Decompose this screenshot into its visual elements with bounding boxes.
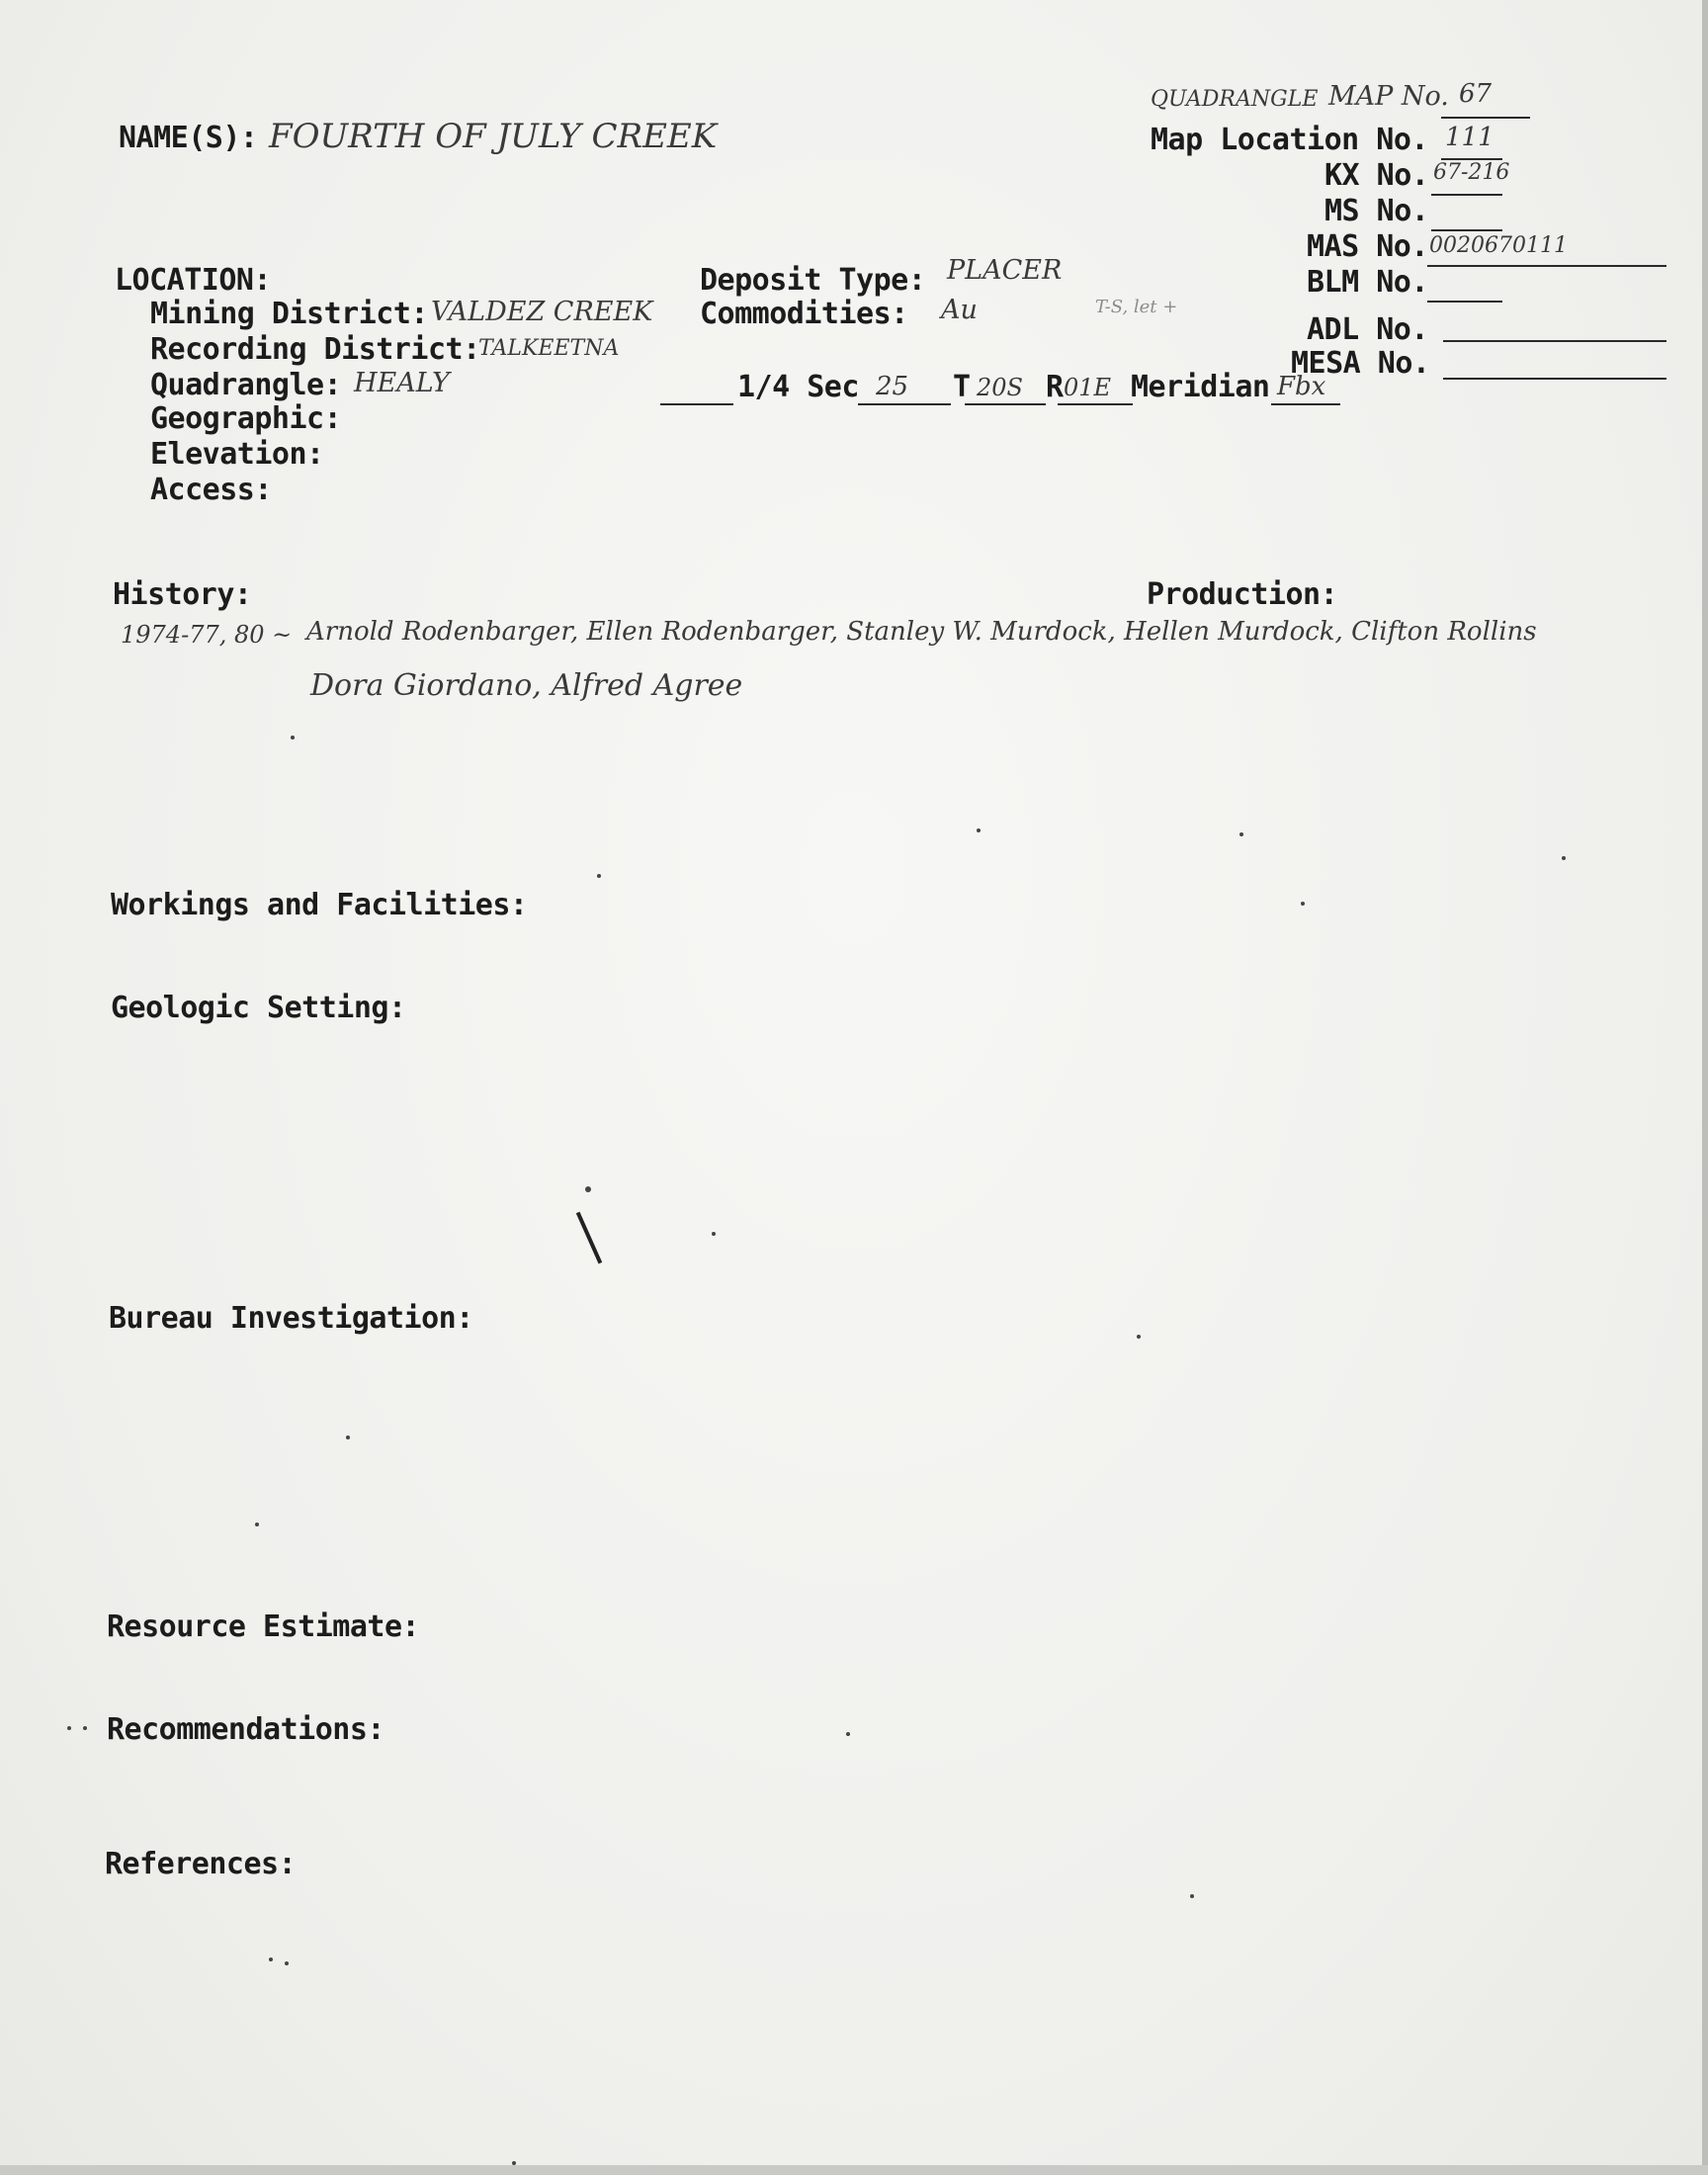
kx-line xyxy=(1431,194,1502,196)
kx-value: 67-216 xyxy=(1433,160,1510,185)
scan-speck xyxy=(255,1522,259,1526)
mas-value: 0020670111 xyxy=(1429,233,1568,258)
meridian-value: Fbx xyxy=(1277,372,1326,401)
quad-map-label: QUADRANGLE xyxy=(1151,87,1319,112)
scan-speck xyxy=(977,828,981,832)
history-line-1: Arnold Rodenbarger, Ellen Rodenbarger, Stanley W. Murdock, Hellen Murdock, Clifton Rollins xyxy=(306,617,1537,647)
history-line-2: Dora Giordano, Alfred Agree xyxy=(310,668,743,703)
adl-line xyxy=(1443,340,1666,342)
ms-line xyxy=(1431,229,1502,231)
resource-estimate-label: Resource Estimate: xyxy=(107,1610,420,1644)
ms-label: MS No. xyxy=(1324,194,1429,228)
names-label: NAME(S): xyxy=(119,121,258,155)
commodities-value: Au xyxy=(941,295,978,325)
scan-speck xyxy=(291,736,295,740)
deposit-type-value: PLACER xyxy=(947,255,1063,286)
township-value: 20S xyxy=(977,374,1023,401)
commodities-label: Commodities: xyxy=(700,297,908,331)
references-label: References: xyxy=(105,1847,297,1881)
quarter-line xyxy=(660,403,733,405)
meridian-line xyxy=(1271,403,1340,405)
mining-district-value: VALDEZ CREEK xyxy=(431,297,653,327)
scan-speck xyxy=(1301,902,1305,906)
range-value: 01E xyxy=(1064,374,1112,401)
range-line xyxy=(1058,403,1133,405)
scan-speck xyxy=(585,1186,591,1192)
quarter-sec-label: 1/4 Sec xyxy=(737,370,859,404)
scan-speck xyxy=(712,1232,716,1236)
geographic-label: Geographic: xyxy=(150,401,342,436)
scan-speck xyxy=(512,2161,516,2165)
scan-speck xyxy=(346,1436,350,1439)
scan-speck xyxy=(1190,1894,1194,1898)
quad-map-no-value: 67 xyxy=(1459,79,1493,109)
scan-speck xyxy=(1137,1335,1141,1339)
page-edge-bottom xyxy=(0,2165,1708,2175)
margin-note: T-S, let + xyxy=(1095,297,1178,317)
meridian-label: Meridian xyxy=(1131,370,1270,404)
scan-speck xyxy=(1239,832,1243,836)
sec-value: 25 xyxy=(876,372,909,401)
scan-mark xyxy=(576,1212,602,1264)
scan-speck xyxy=(83,1726,87,1730)
deposit-type-label: Deposit Type: xyxy=(700,263,926,298)
production-label: Production: xyxy=(1147,577,1338,612)
mas-line xyxy=(1427,265,1666,267)
sec-line xyxy=(858,403,951,405)
workings-label: Workings and Facilities: xyxy=(111,888,528,922)
bureau-investigation-label: Bureau Investigation: xyxy=(109,1301,473,1336)
blm-label: BLM No. xyxy=(1307,265,1428,300)
scan-speck xyxy=(285,1961,289,1965)
geologic-setting-label: Geologic Setting: xyxy=(111,991,406,1025)
quadrangle-label: Quadrangle: xyxy=(150,368,342,402)
recording-district-value: TALKEETNA xyxy=(478,336,620,361)
history-label: History: xyxy=(113,577,252,612)
adl-label: ADL No. xyxy=(1307,312,1428,347)
mas-label: MAS No. xyxy=(1307,229,1428,264)
recommendations-label: Recommendations: xyxy=(107,1712,384,1747)
names-value: FOURTH OF JULY CREEK xyxy=(269,117,718,156)
kx-label: KX No. xyxy=(1324,158,1429,193)
township-line xyxy=(965,403,1046,405)
history-years: 1974-77, 80 ~ xyxy=(121,621,293,649)
access-label: Access: xyxy=(150,473,272,507)
blm-line xyxy=(1427,301,1502,303)
township-label: T xyxy=(953,370,971,404)
page-edge-right xyxy=(1702,0,1708,2175)
quadrangle-value: HEALY xyxy=(354,368,450,398)
mining-district-label: Mining District: xyxy=(150,297,428,331)
scan-speck xyxy=(597,874,601,878)
recording-district-label: Recording District: xyxy=(150,332,480,367)
scan-speck xyxy=(269,1958,273,1961)
location-heading: LOCATION: xyxy=(115,263,272,298)
scan-speck xyxy=(846,1732,850,1736)
elevation-label: Elevation: xyxy=(150,437,324,472)
map-location-label: Map Location No. xyxy=(1151,123,1428,157)
mesa-line xyxy=(1443,378,1666,380)
scan-speck xyxy=(67,1726,71,1730)
scan-speck xyxy=(1562,856,1566,860)
map-location-value: 111 xyxy=(1445,123,1494,152)
quad-map-no-label: MAP No. xyxy=(1328,81,1449,112)
range-label: R xyxy=(1046,370,1064,404)
quad-map-no-line xyxy=(1441,117,1530,119)
mesa-label: MESA No. xyxy=(1291,346,1430,381)
